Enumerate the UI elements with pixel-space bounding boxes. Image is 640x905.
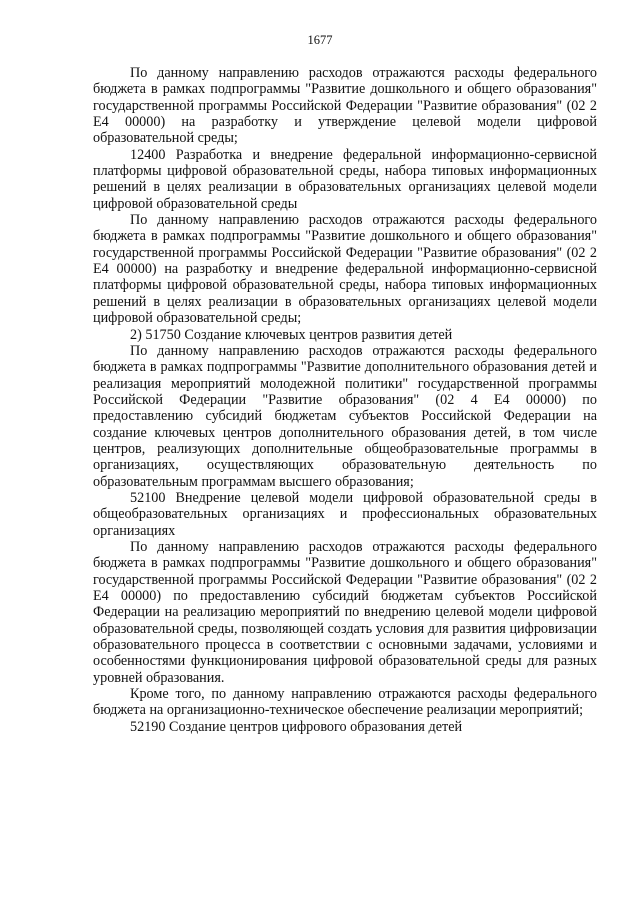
page-number: 1677 xyxy=(307,33,333,47)
paragraph-code-52100: 52100 Внедрение целевой модели цифровой образовательной среды в общеобразовательных организациях и профессиональных образовательных организациях xyxy=(93,489,597,539)
document-body xyxy=(93,65,597,735)
paragraph-code-12400: 12400 Разработка и внедрение федеральной информационно-сервисной платформы цифровой образовательной среды, набора типовых информационных решений в целях реализации в образовательных организациях целевой модели цифровой образовательной среды xyxy=(93,146,597,212)
paragraph-code-52190: 52190 Создание центров цифрового образования детей xyxy=(130,718,463,735)
paragraph-additional-note: Кроме того, по данному направлению отражаются расходы федерального бюджета на организационно-техническое обеспечение реализации мероприятий; xyxy=(93,686,597,719)
paragraph-code-51750: 2) 51750 Создание ключевых центров развития детей xyxy=(130,326,453,343)
paragraph-expense-description: По данному направлению расходов отражаются расходы федерального бюджета в рамках подпрограммы "Развитие дошкольного и общего образования" государственной программы Российской Федерации "Развитие образования" (02 2 Е4 00000) на разработку и утверждение целевой модели цифровой образовательной среды; xyxy=(93,65,597,147)
paragraph-expense-description: По данному направлению расходов отражаются расходы федерального бюджета в рамках подпрограммы "Развитие дошкольного и общего образования" государственной программы Российской Федерации "Развитие образования" (02 2 Е4 00000) на разработку и внедрение федеральной информационно-сервисной платформы цифровой образовательной среды, набора типовых информационных решений в целях реализации в образовательных организациях целевой модели цифровой образовательной среды; xyxy=(93,212,597,327)
paragraph-expense-description: По данному направлению расходов отражаются расходы федерального бюджета в рамках подпрограммы "Развитие дополнительного образования детей и реализация мероприятий молодежной политики" государственной программы Российской Федерации "Развитие образования" (02 4 Е4 00000) по предоставлению субсидий бюджетам субъектов Российской Федерации на создание ключевых центров дополнительного образования детей, в том числе центров, реализующих дополнительные общеобразовательные программы в организациях, осуществляющих образовательную деятельность по образовательным программам высшего образования; xyxy=(93,342,597,490)
paragraph-expense-description: По данному направлению расходов отражаются расходы федерального бюджета в рамках подпрограммы "Развитие дошкольного и общего образования" государственной программы Российской Федерации "Развитие образования" (02 2 Е4 00000) по предоставлению субсидий бюджетам субъектов Российской Федерации на реализацию мероприятий по внедрению целевой модели цифровой образовательной среды, позволяющей создать условия для развития цифровизации образовательного процесса в соответствии с основными задачами, условиями и особенностями функционирования цифровой образовательной среды для разных уровней образования. xyxy=(93,538,597,686)
